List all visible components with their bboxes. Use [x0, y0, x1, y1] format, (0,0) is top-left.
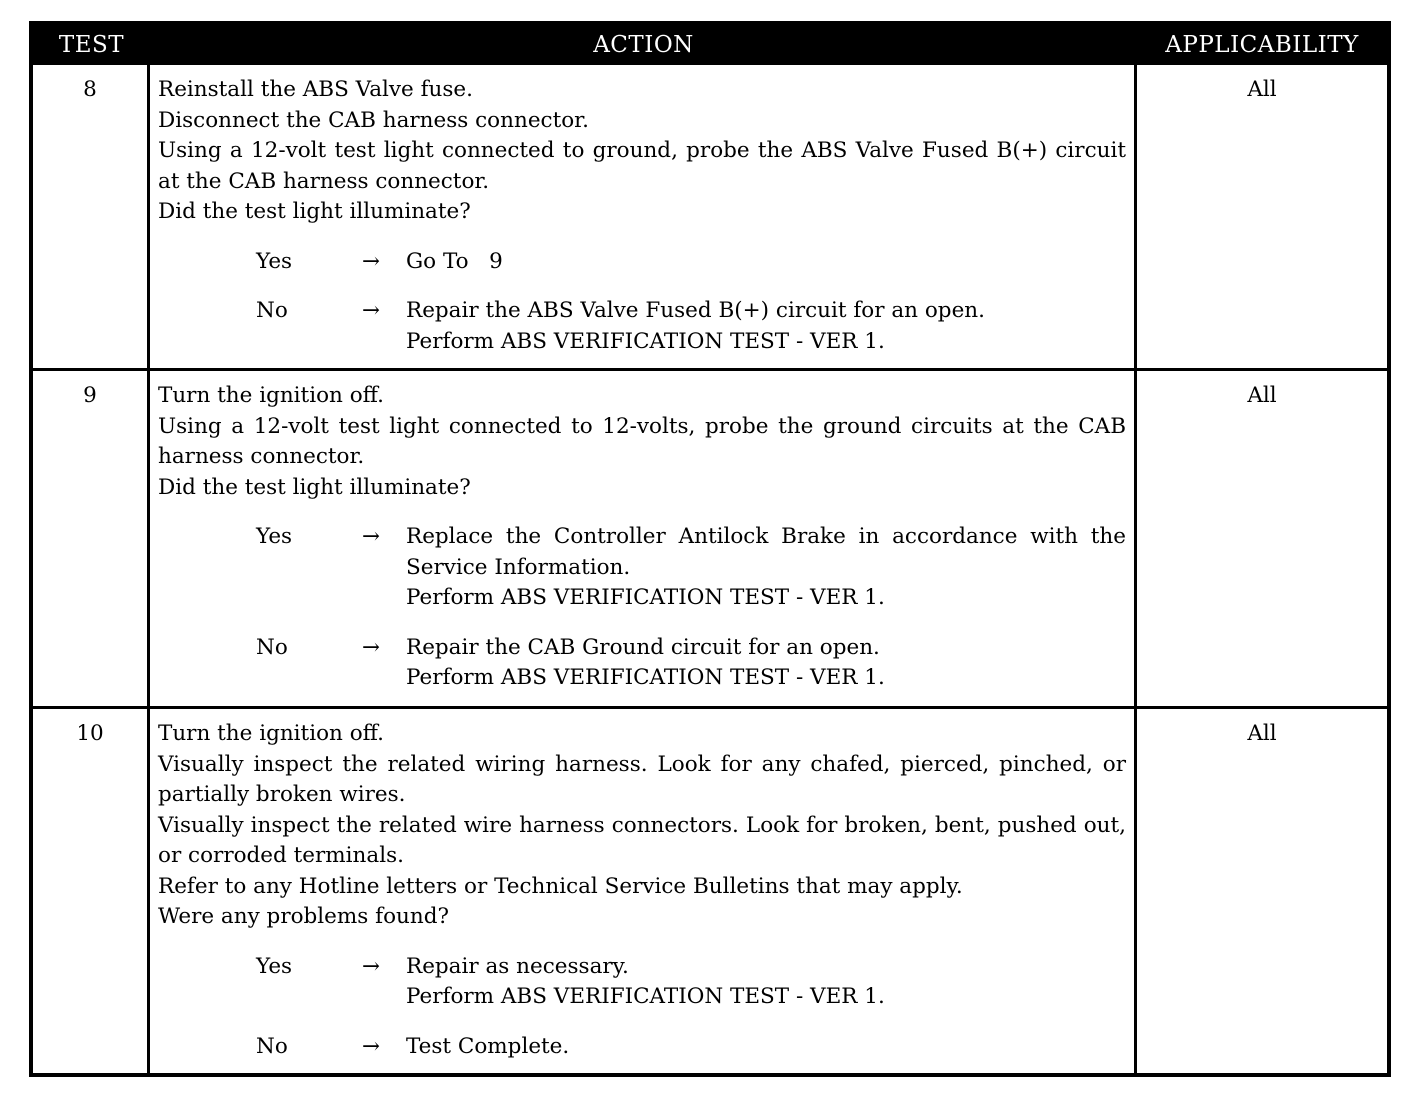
- no-branch: [158, 1032, 1126, 1063]
- applicability-cell: All: [1247, 77, 1277, 102]
- action-step: Were any problems found?: [158, 904, 450, 929]
- result-line: Perform ABS VERIFICATION TEST - VER 1.: [406, 984, 885, 1009]
- action-step: Turn the ignition off.: [158, 721, 384, 746]
- no-label: No: [256, 298, 288, 323]
- table-row: [33, 368, 1387, 706]
- action-cell: [150, 371, 1137, 706]
- header-test: TEST: [58, 32, 125, 58]
- test-number: 8: [33, 65, 150, 368]
- action-step: Turn the ignition off.: [158, 383, 384, 408]
- table-row: [33, 65, 1387, 368]
- action-step: Did the test light illuminate?: [158, 199, 471, 224]
- result-line: Repair as necessary.: [406, 953, 629, 979]
- action-step: Visually inspect the related wire harness connectors. Look for broken, bent, pushed out, or corroded terminals.: [158, 812, 1126, 868]
- no-branch: [158, 633, 1126, 694]
- header-applicability: APPLICABILITY: [1165, 32, 1359, 58]
- no-result: [406, 296, 1126, 357]
- yes-result: [406, 522, 1126, 614]
- result-line: Perform ABS VERIFICATION TEST - VER 1.: [406, 585, 885, 610]
- header-action: ACTION: [593, 32, 694, 58]
- yes-label: Yes: [256, 248, 293, 274]
- result-line: Perform ABS VERIFICATION TEST - VER 1.: [406, 328, 885, 354]
- applicability-cell: All: [1247, 721, 1277, 746]
- arrow-icon: →: [362, 298, 381, 323]
- arrow-icon: →: [362, 524, 381, 549]
- no-label: No: [256, 634, 288, 660]
- arrow-icon: →: [362, 953, 381, 979]
- test-number: 9: [33, 371, 150, 706]
- result-line: Replace the Controller Antilock Brake in accordance with the Service Information.: [406, 524, 1126, 580]
- action-step: Disconnect the CAB harness connector.: [158, 107, 589, 133]
- no-label: No: [256, 1033, 288, 1059]
- action-step: Visually inspect the related wiring harness. Look for any chafed, pierced, pinched, or partially broken wires.: [158, 751, 1126, 807]
- arrow-icon: →: [362, 1033, 381, 1059]
- action-step: Reinstall the ABS Valve fuse.: [158, 77, 473, 102]
- result-line: Repair the CAB Ground circuit for an open.: [406, 634, 880, 660]
- arrow-icon: →: [362, 634, 381, 660]
- table-header: [33, 25, 1387, 65]
- result-line: Repair the ABS Valve Fused B(+) circuit for an open.: [406, 298, 985, 323]
- no-result: [406, 633, 1126, 694]
- yes-label: Yes: [256, 953, 293, 979]
- test-number: 10: [33, 709, 150, 1073]
- result-line: Go To 9: [406, 248, 503, 274]
- result-line: Perform ABS VERIFICATION TEST - VER 1.: [406, 665, 885, 690]
- result-line: Test Complete.: [406, 1033, 570, 1059]
- action-step: Using a 12-volt test light connected to ground, probe the ABS Valve Fused B(+) circuit at the CAB harness connector.: [158, 138, 1126, 194]
- action-cell: [150, 65, 1137, 368]
- diagnostic-table: [29, 21, 1391, 1077]
- action-step: Did the test light illuminate?: [158, 474, 471, 500]
- arrow-icon: →: [362, 248, 381, 274]
- yes-label: Yes: [256, 524, 293, 549]
- action-step: Using a 12-volt test light connected to 12-volts, probe the ground circuits at the CAB harness connector.: [158, 413, 1126, 469]
- no-result: [406, 1032, 1126, 1063]
- no-branch: [158, 296, 1126, 357]
- table-row: [33, 706, 1387, 1073]
- yes-branch: [158, 522, 1126, 614]
- action-cell: [150, 709, 1137, 1073]
- yes-branch: [158, 952, 1126, 1013]
- yes-branch: [158, 247, 1126, 278]
- yes-result: [406, 247, 1126, 278]
- applicability-cell: All: [1247, 383, 1277, 408]
- action-step: Refer to any Hotline letters or Technical Service Bulletins that may apply.: [158, 873, 963, 899]
- yes-result: [406, 952, 1126, 1013]
